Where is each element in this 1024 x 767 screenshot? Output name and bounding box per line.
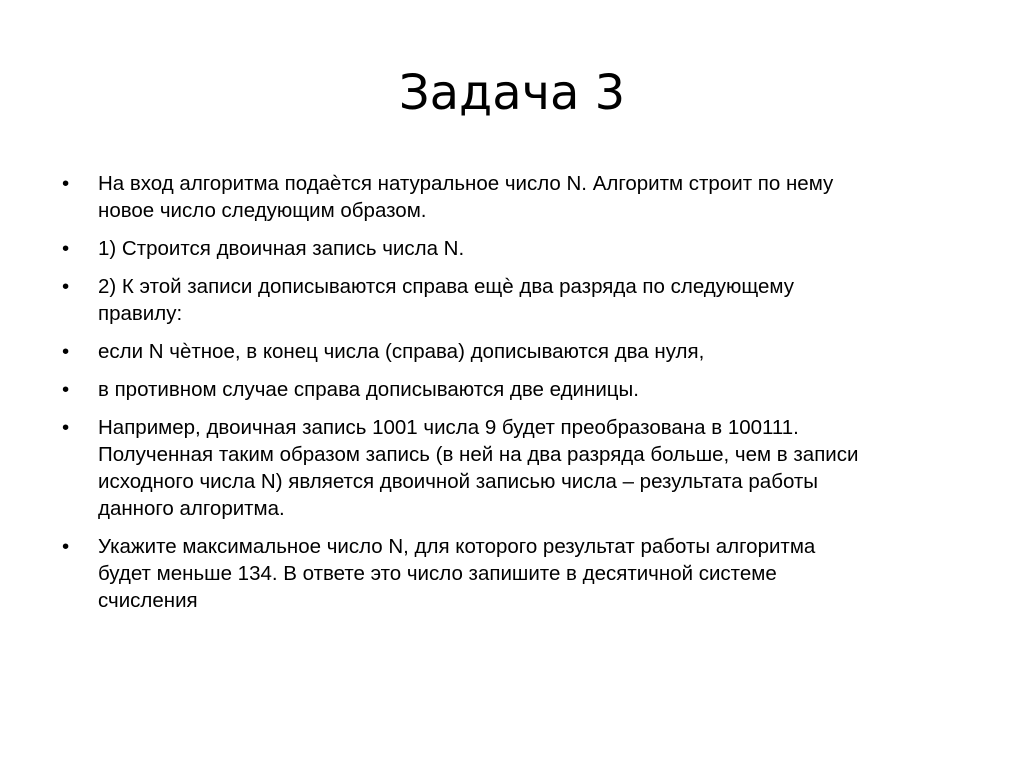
slide-title: Задача 3 [398, 65, 626, 121]
list-item-text: 2) К этой записи дописываются справа ещѐ два разряда по следующему правилу: [98, 275, 794, 325]
list-item [62, 235, 942, 262]
bullet-marker: • [62, 237, 70, 260]
list-item [62, 338, 942, 365]
list-item-text: На вход алгоритма подаѐтся натуральное число N. Алгоритм строит по нему новое число следующим образом. [98, 172, 834, 222]
bullet-marker: • [62, 275, 70, 298]
bullet-marker: • [62, 340, 70, 363]
list-item-text: Укажите максимальное число N, для которого результат работы алгоритма будет меньше 134. В ответе это число запишите в десятичной системе счисления [98, 535, 816, 612]
bullet-marker: • [62, 378, 70, 401]
list-item [62, 376, 942, 403]
list-item-text: Например, двоичная запись 1001 числа 9 будет преобразована в 100111. Полученная таким образом запись (в ней на два разряда больше, чем в записи исходного числа N) является двоичной записью числа – результата работы данного алгоритма. [98, 416, 859, 520]
bullet-marker: • [62, 172, 70, 195]
list-item-text: в противном случае справа дописываются две единицы. [98, 378, 639, 401]
bullet-list [62, 170, 942, 625]
list-item-text: 1) Строится двоичная запись числа N. [98, 237, 465, 260]
bullet-marker: • [62, 416, 70, 439]
list-item [62, 273, 942, 327]
bullet-marker: • [62, 535, 70, 558]
list-item [62, 414, 942, 522]
list-item [62, 170, 942, 224]
list-item [62, 533, 942, 614]
list-item-text: если N чѐтное, в конец числа (справа) дописываются два нуля, [98, 340, 705, 363]
